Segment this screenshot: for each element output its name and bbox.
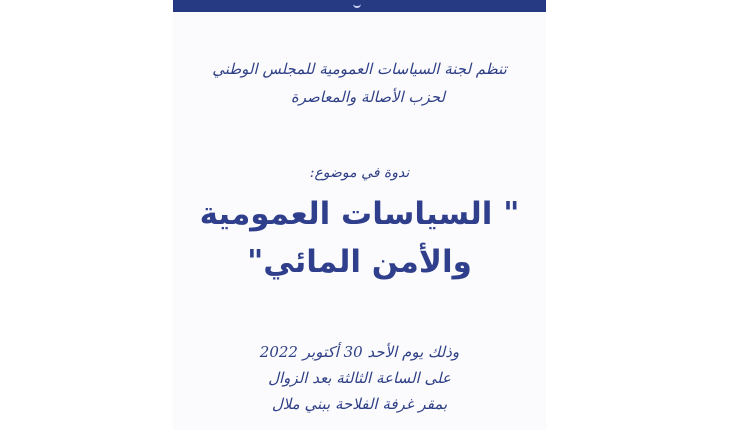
event-location: بمقر غرفة الفلاحة ببني ملال: [271, 395, 448, 413]
event-date: وذلك يوم الأحد 30 أكتوبر 2022: [259, 343, 460, 361]
event-time: على الساعة الثالثة بعد الزوال: [268, 369, 451, 387]
banner-emblem-icon: [353, 2, 361, 8]
event-flyer: [173, 0, 546, 430]
top-banner: [173, 0, 546, 12]
event-title-line-1: " السياسات العمومية: [199, 196, 520, 232]
organizer-line-2: لحزب الأصالة والمعاصرة: [290, 88, 446, 106]
event-type-label: ندوة في موضوع:: [309, 165, 410, 181]
event-title-line-2: والأمن المائي": [247, 244, 472, 280]
organizer-line-1: تنظم لجنة السياسات العمومية للمجلس الوطني: [212, 60, 507, 78]
